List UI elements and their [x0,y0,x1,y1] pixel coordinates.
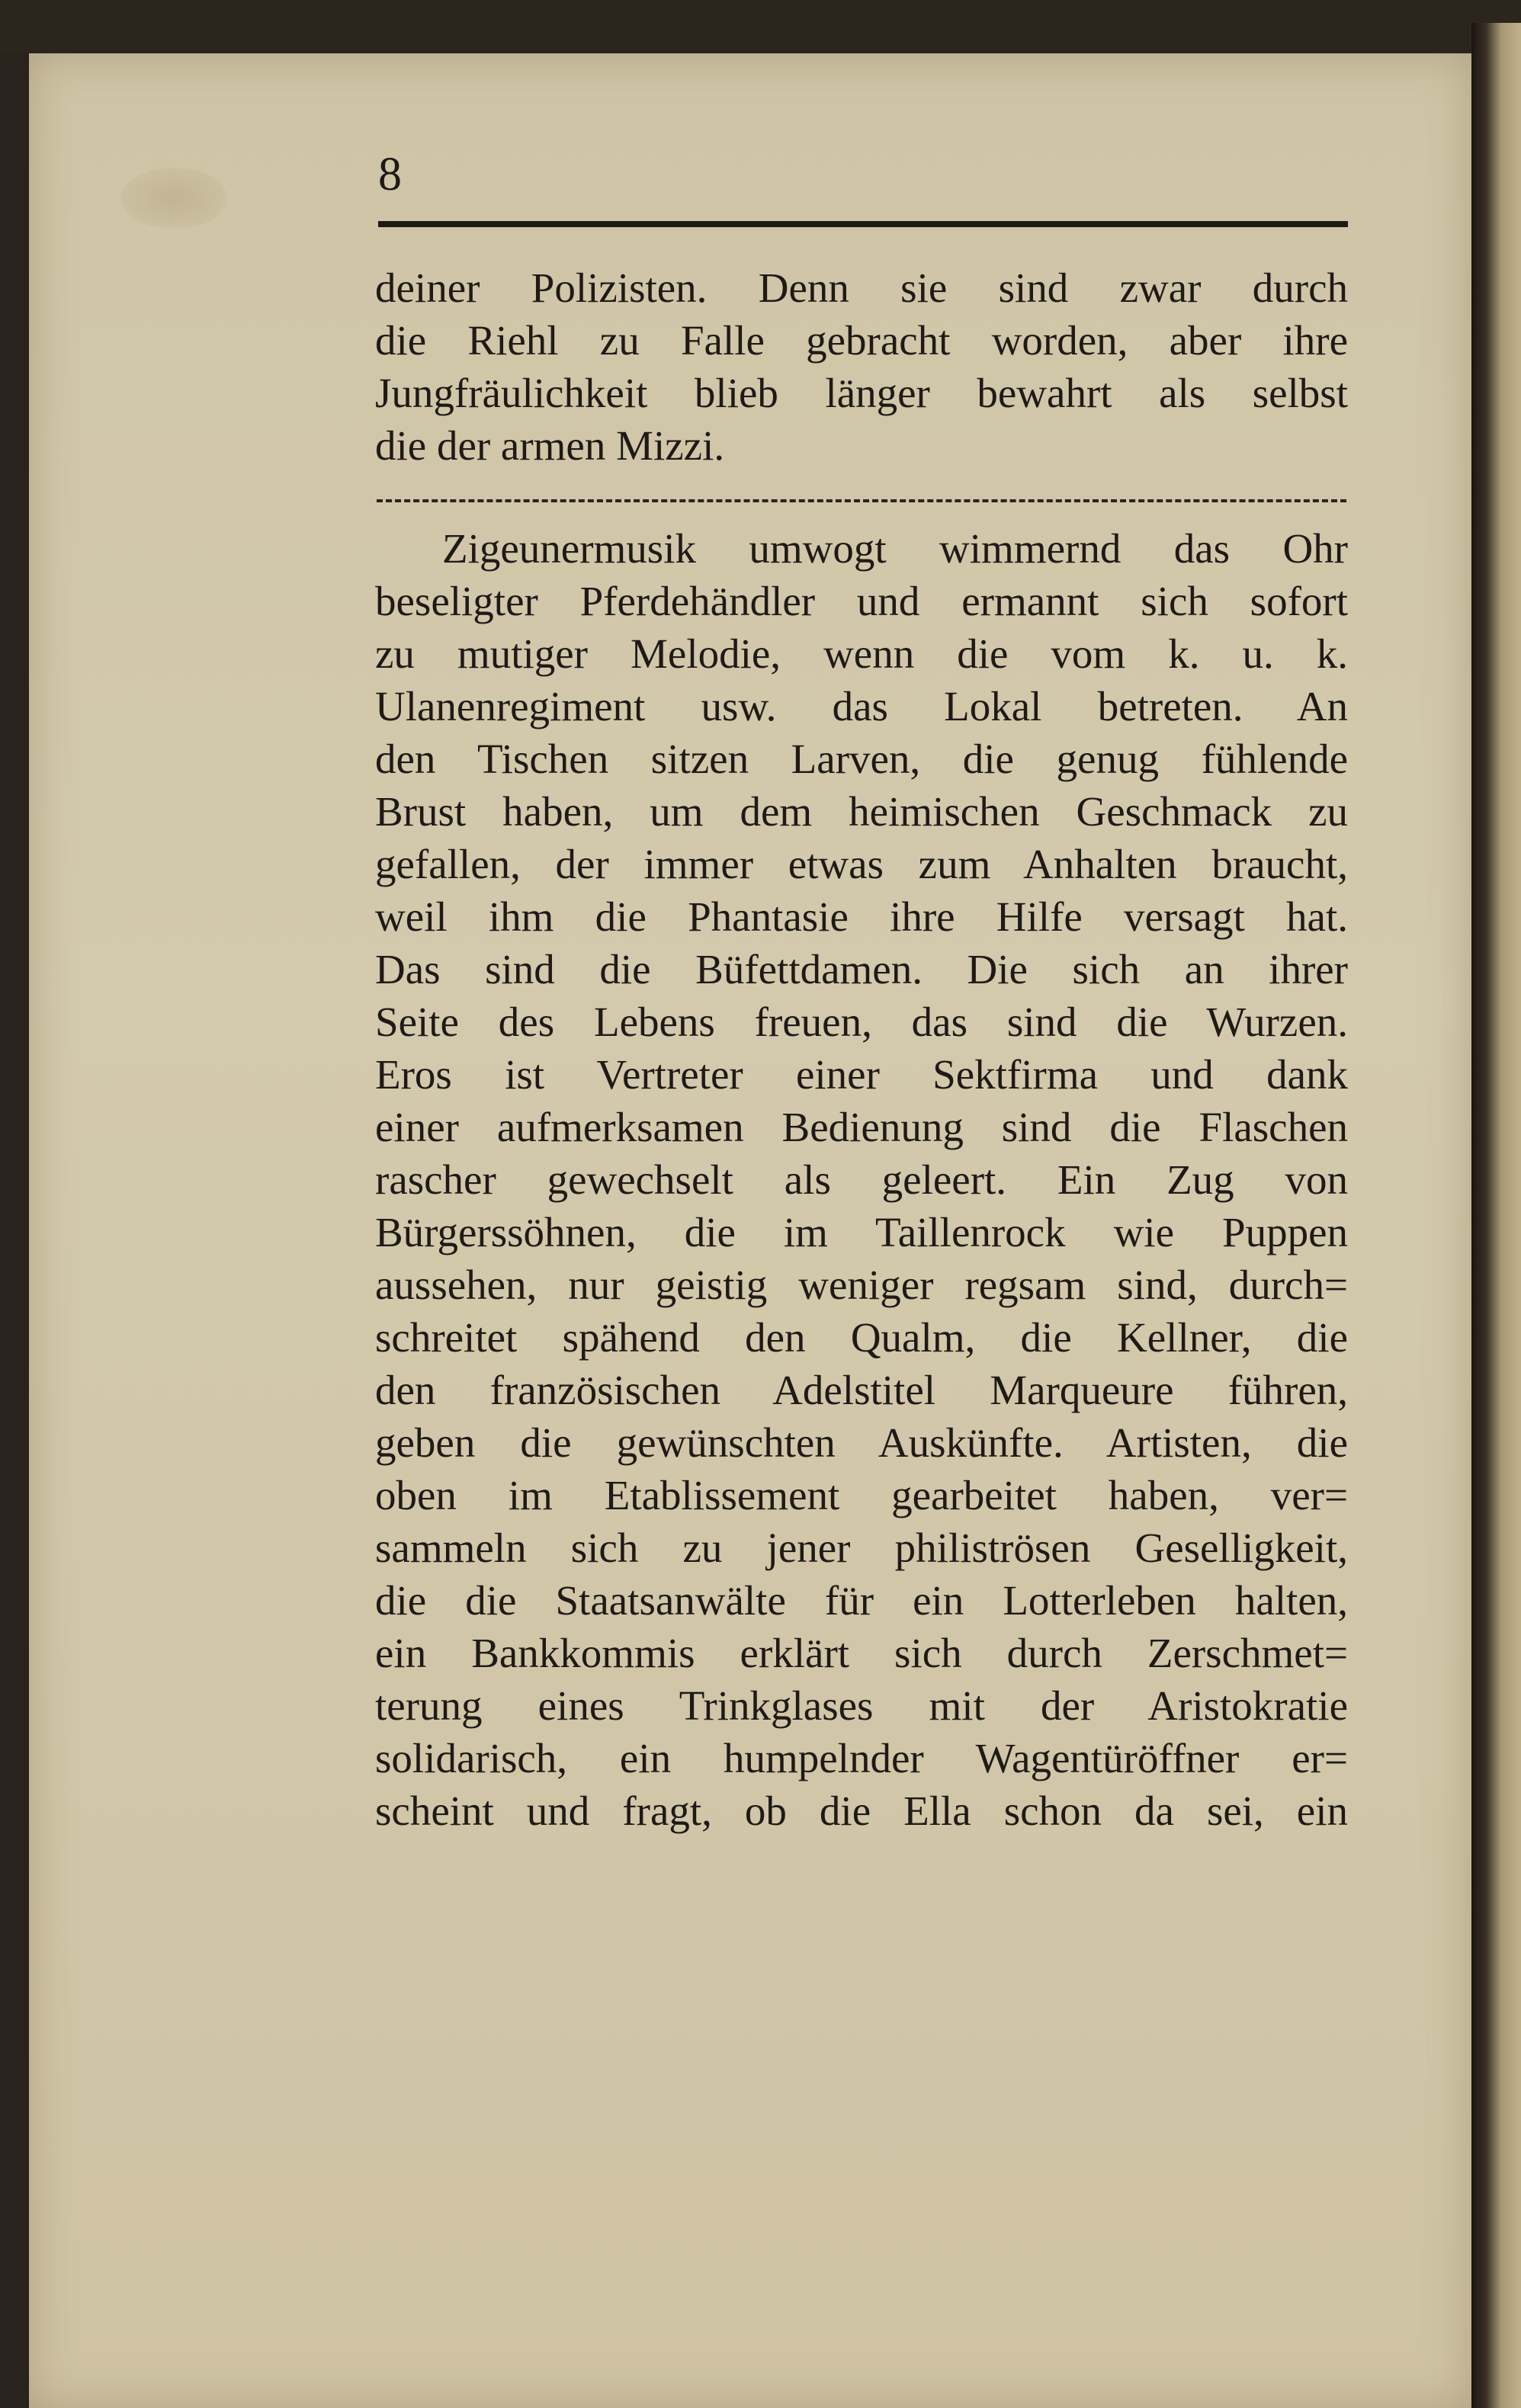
text-line: terung eines Trinkglases mit der Aristokratie [375,1682,1348,1729]
text-line: Das sind die Büfettdamen. Die sich an ihrer [375,946,1348,992]
text-line: rascher gewechselt als geleert. Ein Zug von [375,1156,1348,1203]
text-line: aussehen, nur geistig weniger regsam sind, durch= [375,1262,1348,1308]
text-line: Bürgerssöhnen, die im Taillenrock wie Puppen [375,1209,1348,1255]
text-line: den französischen Adelstitel Marqueure führen, [375,1367,1348,1413]
paragraph-1 [375,261,1348,472]
text-line: die Riehl zu Falle gebracht worden, aber ihre [375,317,1348,364]
text-line: die die Staatsanwälte für ein Lotterleben halten, [375,1577,1348,1624]
text-line: gefallen, der immer etwas zum Anhalten braucht, [375,841,1348,887]
paragraph-2 [375,522,1348,1837]
text-line: Ulanenregiment usw. das Lokal betreten. An [375,683,1348,729]
page-number: 8 [378,149,402,200]
text-line: die der armen Mizzi. [375,422,725,469]
text-line: schreitet spähend den Qualm, die Kellner, die [375,1314,1348,1361]
text-line: Zigeunermusik umwogt wimmernd das Ohr [442,525,1348,572]
text-line: Jungfräulichkeit blieb länger bewahrt als selbst [375,370,1348,416]
text-line: ein Bankkommis erklärt sich durch Zerschmet= [375,1630,1348,1676]
page-edge [1471,23,1521,2408]
section-divider [377,499,1346,502]
header-rule [378,221,1348,227]
text-line: geben die gewünschten Auskünfte. Artisten, die [375,1419,1348,1466]
text-line: oben im Etablissement gearbeitet haben, ver= [375,1472,1348,1518]
text-line: Seite des Lebens freuen, das sind die Wurzen. [375,999,1348,1045]
text-line: deiner Polizisten. Denn sie sind zwar durch [375,265,1348,311]
text-line: beseligter Pferdehändler und ermannt sich sofort [375,578,1348,624]
text-line: Brust haben, um dem heimischen Geschmack zu [375,788,1348,835]
text-line: weil ihm die Phantasie ihre Hilfe versagt hat. [375,893,1348,940]
text-line: scheint und fragt, ob die Ella schon da sei, ein [375,1788,1348,1834]
paper-stain [120,168,227,229]
text-line: sammeln sich zu jener philiströsen Geselligkeit, [375,1525,1348,1571]
text-line: solidarisch, ein humpelnder Wagentüröffner er= [375,1735,1348,1781]
scan-background-top [0,0,1521,53]
text-line: zu mutiger Melodie, wenn die vom k. u. k. [375,630,1348,677]
text-line: den Tischen sitzen Larven, die genug fühlende [375,736,1348,782]
text-line: einer aufmerksamen Bedienung sind die Flaschen [375,1104,1348,1150]
text-line: Eros ist Vertreter einer Sektfirma und dank [375,1051,1348,1098]
